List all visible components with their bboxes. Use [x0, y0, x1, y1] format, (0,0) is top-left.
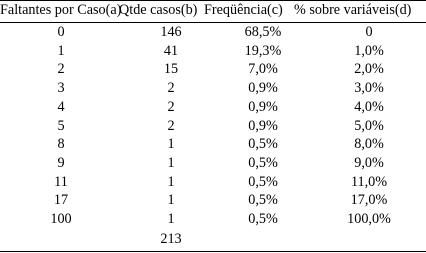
cell-percent: 1,0% [354, 42, 384, 59]
header-frequencia: Freqüência(c) [204, 2, 283, 18]
cell-qtde: 1 [167, 154, 175, 171]
table-row [0, 191, 426, 210]
cell-qtde: 2 [167, 80, 175, 97]
cell-qtde: 1 [167, 211, 175, 227]
cell-frequencia: 0,9% [248, 117, 278, 134]
cell-faltantes: 3 [57, 80, 65, 97]
cell-faltantes: 17 [53, 192, 69, 209]
cell-percent: 4,0% [354, 98, 384, 115]
cell-percent: 11,0% [350, 173, 388, 190]
table-row [0, 210, 426, 229]
cell-qtde: 1 [167, 136, 175, 153]
cell-qtde: 1 [167, 173, 175, 190]
cell-frequencia: 0,5% [248, 136, 278, 153]
cell-frequencia: 68,5% [244, 24, 282, 40]
cell-frequencia: 0,9% [248, 98, 278, 115]
cell-frequencia: 0,9% [248, 80, 278, 97]
cell-frequencia: 0,5% [248, 154, 278, 171]
cell-qtde: 41 [163, 42, 179, 59]
cell-faltantes: 2 [57, 61, 65, 78]
cell-frequencia: 0,5% [248, 192, 278, 209]
table-row [0, 60, 426, 79]
total-cases: 213 [160, 231, 182, 247]
cell-faltantes: 5 [57, 117, 65, 134]
cell-qtde: 146 [160, 24, 182, 40]
table-bottom-rule [0, 251, 426, 252]
table-row [0, 42, 426, 61]
cell-percent: 9,0% [354, 154, 384, 171]
cell-percent: 2,0% [354, 61, 384, 78]
cell-faltantes: 11 [54, 173, 68, 190]
table-row [0, 79, 426, 98]
header-qtde-casos: Qtde casos(b) [119, 2, 198, 18]
header-faltantes-por-caso: Faltantes por Caso(a) [0, 2, 122, 18]
cell-frequencia: 0,5% [248, 173, 278, 190]
cell-percent: 100,0% [347, 211, 391, 227]
header-percent-variaveis: % sobre variáveis(d) [294, 2, 412, 18]
cell-percent: 8,0% [354, 136, 384, 153]
table-row [0, 173, 426, 192]
cell-percent: 17,0% [350, 192, 388, 209]
table-row [0, 135, 426, 154]
cell-faltantes: 8 [57, 136, 65, 153]
cell-faltantes: 1 [57, 42, 65, 59]
cell-qtde: 2 [167, 117, 175, 134]
table-total-row [0, 230, 426, 249]
cell-faltantes: 100 [50, 211, 72, 227]
cell-qtde: 1 [167, 192, 175, 209]
cell-faltantes: 4 [57, 98, 65, 115]
cell-frequencia: 19,3% [244, 42, 282, 59]
cell-faltantes: 9 [57, 154, 65, 171]
cell-faltantes: 0 [57, 24, 65, 40]
table-row [0, 117, 426, 136]
cell-frequencia: 0,5% [248, 211, 278, 227]
cell-qtde: 2 [167, 98, 175, 115]
cell-percent: 5,0% [354, 117, 384, 134]
table-row [0, 98, 426, 117]
table-header-row [0, 1, 426, 20]
cell-percent: 3,0% [354, 80, 384, 97]
cell-qtde: 15 [163, 61, 179, 78]
table-row [0, 23, 426, 42]
table-row [0, 154, 426, 173]
cell-frequencia: 7,0% [248, 61, 278, 78]
cell-percent: 0 [365, 24, 373, 40]
